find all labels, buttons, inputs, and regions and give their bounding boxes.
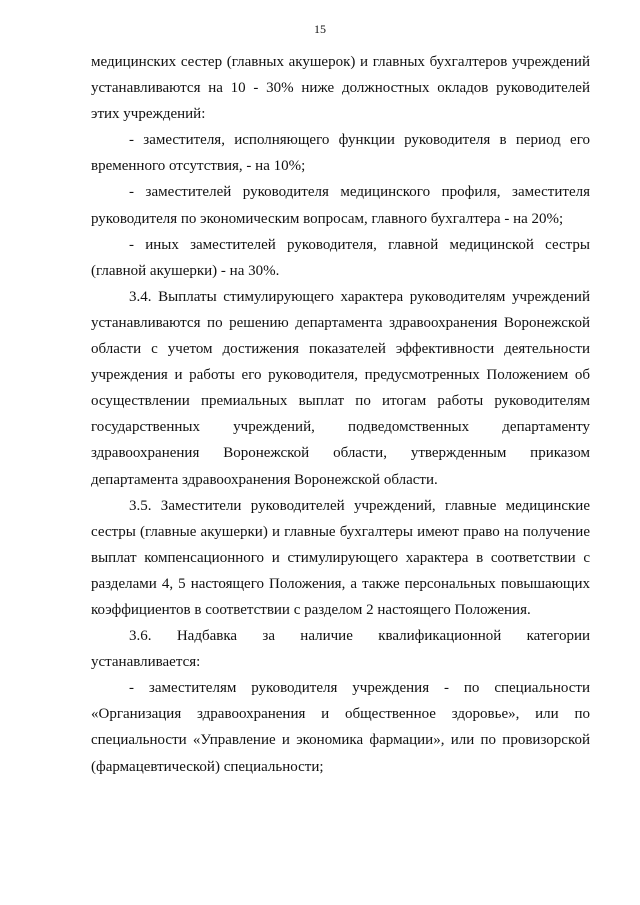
text-line: 3.6. Надбавка за наличие квалификационной категории (129, 628, 590, 645)
text-line: этих учреждений: (91, 106, 206, 123)
text-line: специальности «Управление и экономика фармации», или по провизорской (91, 732, 590, 749)
text-line: (главной акушерки) - на 30%. (91, 262, 280, 279)
text-line: выплат компенсационного и стимулирующего характера в соответствии с (91, 549, 590, 566)
text-line: устанавливаются на 10 - 30% ниже должностных окладов руководителей (91, 80, 590, 97)
text-line: 3.4. Выплаты стимулирующего характера руководителям учреждений (129, 288, 590, 305)
text-line: - заместителей руководителя медицинского профиля, заместителя (129, 184, 590, 201)
text-line: - заместителям руководителя учреждения - по специальности (129, 680, 590, 697)
text-line: устанавливается: (91, 654, 201, 671)
text-line: - иных заместителей руководителя, главной медицинской сестры (129, 236, 590, 253)
document-body (91, 49, 590, 780)
text-line: «Организация здравоохранения и общественное здоровье», или по (91, 706, 590, 723)
text-line: коэффициентов в соответствии с разделом 2 настоящего Положения. (91, 601, 531, 618)
text-line: осуществлении премиальных выплат по итогам работы руководителям (91, 393, 590, 410)
text-line: - заместителя, исполняющего функции руководителя в период его (129, 132, 590, 149)
text-line: медицинских сестер (главных акушерок) и главных бухгалтеров учреждений (91, 54, 590, 70)
text-line: временного отсутствия, - на 10%; (91, 158, 306, 175)
text-line: департамента здравоохранения Воронежской области. (91, 471, 438, 488)
text-line: сестры (главные акушерки) и главные бухгалтеры имеют право на получение (91, 523, 590, 540)
text-line: устанавливаются по решению департамента здравоохранения Воронежской (91, 314, 590, 331)
text-line: государственных учреждений, подведомственных департаменту (91, 419, 590, 436)
text-line: здравоохранения Воронежской области, утвержденным приказом (91, 445, 590, 462)
text-line: разделами 4, 5 настоящего Положения, а также персональных повышающих (91, 575, 590, 592)
page-number: 15 (314, 22, 326, 36)
text-line: 3.5. Заместители руководителей учреждений, главные медицинские (129, 497, 590, 514)
text-line: (фармацевтической) специальности; (91, 758, 324, 775)
text-line: учреждения и работы его руководителя, предусмотренных Положением об (91, 367, 590, 384)
text-line: области с учетом достижения показателей эффективности деятельности (91, 341, 590, 358)
text-line: руководителя по экономическим вопросам, главного бухгалтера - на 20%; (91, 210, 564, 227)
